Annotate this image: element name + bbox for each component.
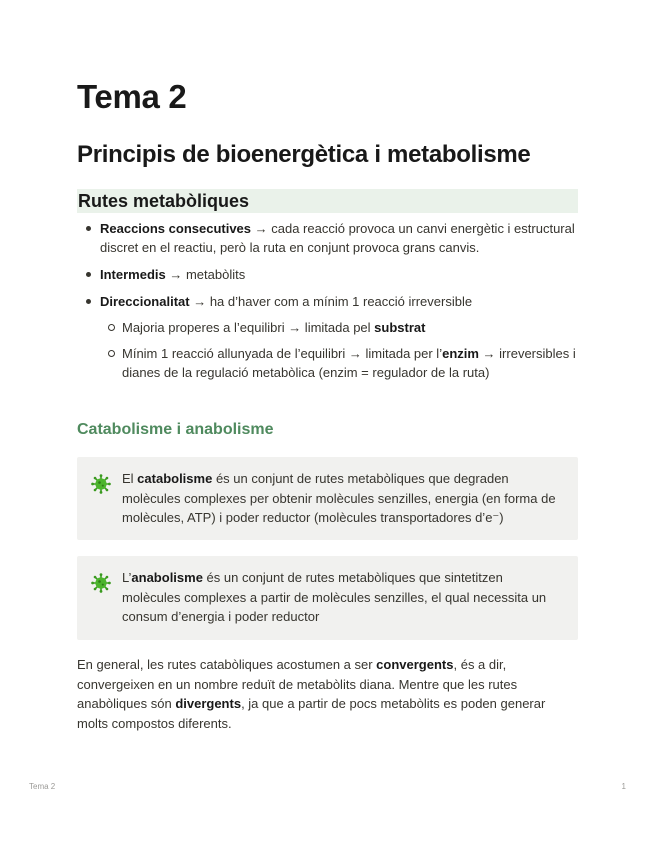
sub-bullet-text: Majoria properes a l’equilibri → limitada pel bbox=[122, 320, 375, 335]
callout-text: és un conjunt de rutes metabòliques que sintetitzen molècules complexes a partir de molècules senzilles, el qual necessita un consum d’energia i poder reductor bbox=[122, 570, 547, 624]
paragraph-term: divergents bbox=[175, 696, 242, 711]
bullet-term: Reaccions consecutives bbox=[100, 221, 252, 236]
section-heading: Rutes metabòliques bbox=[77, 189, 578, 213]
bullet-text: → ha d’haver com a mínim 1 reacció irreversible bbox=[189, 294, 473, 309]
virus-icon bbox=[91, 474, 111, 494]
sub-bullet-list bbox=[100, 318, 578, 382]
callout-term: anabolisme bbox=[131, 570, 203, 585]
callout-term: catabolisme bbox=[137, 471, 213, 486]
sub-bullet-term: enzim bbox=[442, 346, 479, 361]
list-item bbox=[100, 219, 578, 257]
bullet-term: Intermedis bbox=[100, 267, 166, 282]
sub-list-item bbox=[122, 344, 578, 382]
paragraph-term: convergents bbox=[376, 657, 454, 672]
callout-text: L’ bbox=[122, 570, 132, 585]
bullet-list bbox=[77, 219, 578, 390]
sub-list-item bbox=[122, 318, 578, 337]
sub-bullet-text: Mínim 1 reacció allunyada de l’equilibri → limitada per l’ bbox=[122, 346, 443, 361]
body-paragraph bbox=[77, 655, 578, 733]
footer-title: Tema 2 bbox=[29, 782, 56, 791]
callout-text: El bbox=[122, 471, 138, 486]
callout-anabolism bbox=[77, 556, 578, 640]
paragraph-text: , és a dir, convergeixen en un nombre reduït de metabòlits diana. Mentre que les rutes anabòliques són bbox=[77, 657, 518, 711]
list-item bbox=[100, 265, 578, 284]
page-title: Tema 2 bbox=[77, 78, 187, 115]
paragraph-text: En general, les rutes catabòliques acostumen a ser bbox=[77, 657, 377, 672]
list-item bbox=[100, 292, 578, 382]
sub-bullet-term: substrat bbox=[374, 320, 426, 335]
bullet-text: → metabòlits bbox=[165, 267, 246, 282]
bullet-text: → cada reacció provoca un canvi energètic i estructural discret en el reactiu, però la ruta en conjunt provoca grans canvis. bbox=[100, 221, 575, 255]
paragraph-text: , ja que a partir de pocs metabòlits es poden generar molts compostos diferents. bbox=[77, 696, 546, 731]
sub-bullet-text: → irreversibles i dianes de la regulació metabòlica (enzim = regulador de la ruta) bbox=[122, 346, 576, 380]
page-subtitle: Principis de bioenergètica i metabolisme bbox=[77, 141, 531, 168]
subsection-heading: Catabolisme i anabolisme bbox=[77, 421, 274, 438]
callout-text: és un conjunt de rutes metabòliques que degraden molècules complexes per obtenir molècules senzilles, energia (en forma de molècules, ATP) i poder reductor (molècules transportadores d’e⁻) bbox=[122, 471, 556, 525]
page-number: 1 bbox=[621, 782, 626, 791]
callout-catabolism bbox=[77, 457, 578, 540]
bullet-term: Direccionalitat bbox=[100, 294, 190, 309]
virus-icon bbox=[91, 573, 111, 593]
